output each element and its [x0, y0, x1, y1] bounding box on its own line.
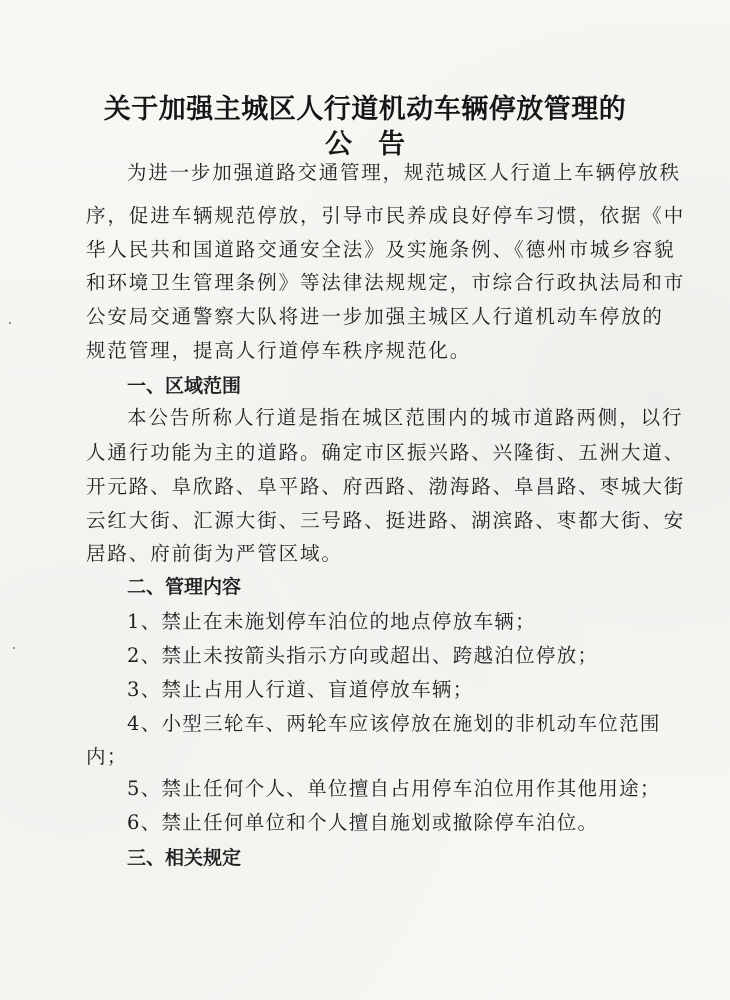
list-item: 6、禁止任何单位和个人擅自施划或撤除停车泊位。	[127, 811, 599, 834]
section-heading: 三、相关规定	[127, 847, 242, 869]
list-item: 3、禁止占用人行道、盲道停放车辆；	[127, 678, 474, 701]
section-heading: 二、管理内容	[127, 576, 242, 598]
section-line: 开元路、阜欣路、阜平路、府西路、渤海路、阜昌路、枣城大街	[86, 475, 686, 498]
section-line: 云红大街、汇源大街、三号路、挺进路、湖滨路、枣都大街、安	[86, 509, 686, 532]
section-line: 本公告所称人行道是指在城区范围内的城市道路两侧，以行	[127, 406, 684, 429]
section-line: 居路、府前街为严管区域。	[86, 542, 343, 565]
section-heading: 一、区域范围	[127, 375, 242, 397]
list-item: 4、小型三轮车、两轮车应该停放在施划的非机动车位范围	[127, 712, 661, 735]
scan-speck	[13, 647, 15, 649]
intro-line: 公安局交通警察大队将进一步加强主城区人行道机动车停放的	[86, 305, 664, 328]
document-title-subline: 公告	[325, 129, 431, 160]
intro-line: 华人民共和国道路交通安全法》及实施条例、《德州市城乡容貌	[86, 238, 676, 261]
list-item-continuation: 内；	[86, 745, 128, 768]
intro-line: 序，促进车辆规范停放，引导市民养成良好停车习惯，依据《中	[86, 204, 686, 227]
list-item: 1、禁止在未施划停车泊位的地点停放车辆；	[127, 610, 536, 633]
scan-speck	[9, 322, 11, 324]
list-item: 5、禁止任何个人、单位擅自占用停车泊位用作其他用途；	[127, 777, 661, 800]
intro-line: 为进一步加强道路交通管理，规范城区人行道上车辆停放秩	[127, 161, 681, 184]
intro-line: 和环境卫生管理条例》等法律法规规定，市综合行政执法局和市	[86, 271, 686, 294]
section-line: 人通行功能为主的道路。确定市区振兴路、兴隆街、五洲大道、	[86, 441, 686, 464]
intro-line: 规范管理，提高人行道停车秩序规范化。	[86, 339, 472, 362]
document-title: 关于加强主城区人行道机动车辆停放管理的	[103, 94, 627, 125]
list-item: 2、禁止未按箭头指示方向或超出、跨越泊位停放；	[127, 644, 599, 667]
